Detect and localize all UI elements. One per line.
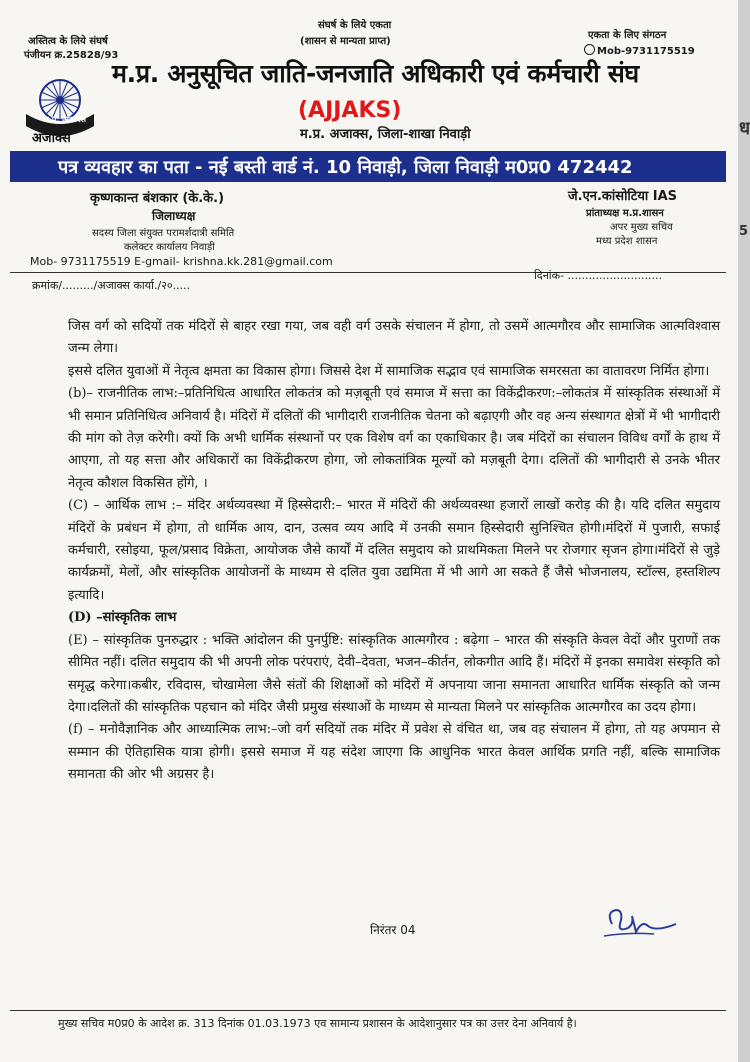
edge-mark: 5 xyxy=(739,224,749,239)
adjacent-page-edge xyxy=(738,0,750,1062)
district-president-post: जिलाध्यक्ष xyxy=(152,209,196,223)
whatsapp-icon xyxy=(584,44,595,55)
motto-left: अस्तित्व के लिये संघर्ष xyxy=(28,36,108,47)
reference-number: क्रमांक/........./अजाक्स कार्या./२०..... xyxy=(32,279,191,292)
correspondence-address: पत्र व्यवहार का पता - नई बस्ती वार्ड नं. 10 निवाड़ी, जिला निवाड़ी म0प्र0 472442 xyxy=(58,157,633,178)
logo-ribbon-text: म.प्र. अजाक्स xyxy=(44,115,87,124)
footer-note: मुख्य सचिव म0प्र0 के आदेश क्र. 313 दिनांक 01.03.1973 एव सामान्य प्रशासन के आदेशानुसार पत्र का उत्तर देना अनिवार्य है। xyxy=(58,1017,577,1030)
state-president-line3: मध्य प्रदेश शासन xyxy=(596,236,658,247)
recognition-note: (शासन से मान्यता प्राप्त) xyxy=(300,36,391,47)
body-paragraph: जिस वर्ग को सदियों तक मंदिरों से बाहर रखा गया, जब वही वर्ग उसके संचालन में होगा, तो उसमें आत्मगौरव और सामाजिक आत्मविश्वास जन्म लेगा। xyxy=(68,319,720,357)
motto-right: एकता के लिए संगठन xyxy=(588,30,667,41)
letter-body xyxy=(68,316,720,787)
signature xyxy=(598,902,678,942)
body-paragraph: (D) –सांस्कृतिक लाभ xyxy=(68,610,177,626)
body-paragraph: (b)– राजनीतिक लाभ:–प्रतिनिधित्व आधारित लोकतंत्र को मज़बूती एवं समाज में सत्ता का विकेंद्रीकरण:–लोकतंत्र में सांस्कृतिक संस्थाओं में भी समान प्रतिनिधित्व अनिवार्य है। मंदिरों में दलितों की भागीदारी राजनीतिक चेतना को बढ़ाएगी और वह अन्य संस्थागत क्षेत्रों में भी भागीदारी की मांग को तेज़ करेगी। क्यों कि अभी धार्मिक संस्थानों पर एक विशेष वर्ग का एकाधिकार है। जब मंदिरों का संचालन विविध वर्गों के हाथ में आएगा, तो यह सत्ता और अधिकारों का विकेंद्रीकरण होगा, जो लोकतांत्रिक मूल्यों को मज़बूती देगा। दलितों की भागीदारी से उनके भीतर नेतृत्व कौशल विकसित होंगे, । xyxy=(68,386,720,491)
body-paragraph: इससे दलित युवाओं में नेतृत्व क्षमता का विकास होगा। जिससे देश में सामाजिक सद्भाव एवं सामाजिक समरसता का वातावरण निर्मित होगा। xyxy=(68,363,710,379)
motto-center: संघर्ष के लिये एकता xyxy=(318,20,392,31)
body-paragraph: (C) – आर्थिक लाभ :– मंदिर अर्थव्यवस्था में हिस्सेदारी:– भारत में मंदिरों की अर्थव्यवस्था हजारों लाखों करोड़ की है। यदि दलित समुदाय मंदिरों के प्रबंधन में होगा, तो धार्मिक आय, दान, उत्सव व्यय आदि में उनकी समान हिस्सेदारी सुनिश्चित होगी।मंदिरों में पुजारी, सफाई कर्मचारी, रसोइया, फूल/प्रसाद विक्रेता, आयोजक जैसे कार्यों में दलित समुदाय को प्राथमिकता मिलने पर रोजगार सृजन होगा।मंदिरों से जुड़े कार्यक्रमों, मेलों, और सांस्कृतिक आयोजनों के माध्यम से दलित युवा उद्यमिता में भी आगे आ सकते हैं जैसे भोजनालय, स्टॉल्स, हस्तशिल्प इत्यादि। xyxy=(68,498,720,603)
body-paragraph: (f) – मनोवैज्ञानिक और आध्यात्मिक लाभ:–जो वर्ग सदियों तक मंदिर में प्रवेश से वंचित था, जब वह संचालन में होगा, तो यह अपमान से सम्मान की ऐतिहासिक यात्रा होगी। इससे समाज में यह संदेश जाएगा कि आधुनिक भारत केवल आर्थिक प्रगति नहीं, बल्कि सामाजिक समानता की ओर भी अग्रसर है। xyxy=(68,722,720,783)
address-band xyxy=(10,151,726,182)
organization-title: म.प्र. अनुसूचित जाति-जनजाति अधिकारी एवं कर्मचारी संघ xyxy=(112,59,639,88)
organization-acronym: (AJJAKS) xyxy=(298,98,402,123)
chakra-icon xyxy=(40,80,80,120)
edge-mark: ध xyxy=(739,118,750,139)
date-field: दिनांक- ........................... xyxy=(534,269,662,282)
logo-caption: अजाक्स xyxy=(32,131,71,146)
state-president-line2: अपर मुख्य सचिव xyxy=(610,222,673,233)
district-president-line2: कलेक्टर कार्यालय निवाड़ी xyxy=(124,242,215,253)
footer-rule xyxy=(10,1010,726,1011)
body-paragraph: (E) – सांस्कृतिक पुनरुद्धार : भक्ति आंदोलन की पुनर्पुष्टि: सांस्कृतिक आत्मगौरव : बढ़ेगा – भारत की संस्कृति केवल वेदों और पुराणों तक सीमित नहीं। दलित समुदाय की भी अपनी लोक परंपराएं, देवी–देवता, भजन–कीर्तन, लोकगीत आदि हैं। मंदिरों में इनका समावेश संस्कृति को समृद्ध करेगा।कबीर, रविदास, चोखामेला जैसे संतों की शिक्षाओं को मंदिरों में अपनाया जाना समानता आधारित धार्मिक संस्कृति को जन्म देगा।दलितों की सांस्कृतिक पहचान को मंदिर जैसी प्रमुख संस्थाओं के माध्यम से मान्यता मिलने पर सांस्कृतिक आत्मगौरव का उदय होगा। xyxy=(68,632,720,715)
whatsapp-number-text: Mob-9731175519 xyxy=(597,46,695,57)
whatsapp-number xyxy=(584,44,695,58)
state-president-line1: प्रांताध्यक्ष म.प्र.शासन xyxy=(586,208,664,219)
state-president-name: जे.एन.कांसोटिया IAS xyxy=(568,189,678,204)
district-branch: म.प्र. अजाक्स, जिला-शाखा निवाड़ी xyxy=(300,127,471,142)
continued-note: निरंतर 04 xyxy=(370,923,416,937)
registration-number: पंजीयन क्र.25828/93 xyxy=(24,50,119,61)
district-president-contact: Mob- 9731175519 E-gmail- krishna.kk.281@gmail.com xyxy=(30,255,333,268)
district-president-name: कृष्णकान्त बंशकार (के.के.) xyxy=(90,191,225,206)
district-president-line1: सदस्य जिला संयुक्त परामर्शदात्री समिति xyxy=(92,228,235,239)
